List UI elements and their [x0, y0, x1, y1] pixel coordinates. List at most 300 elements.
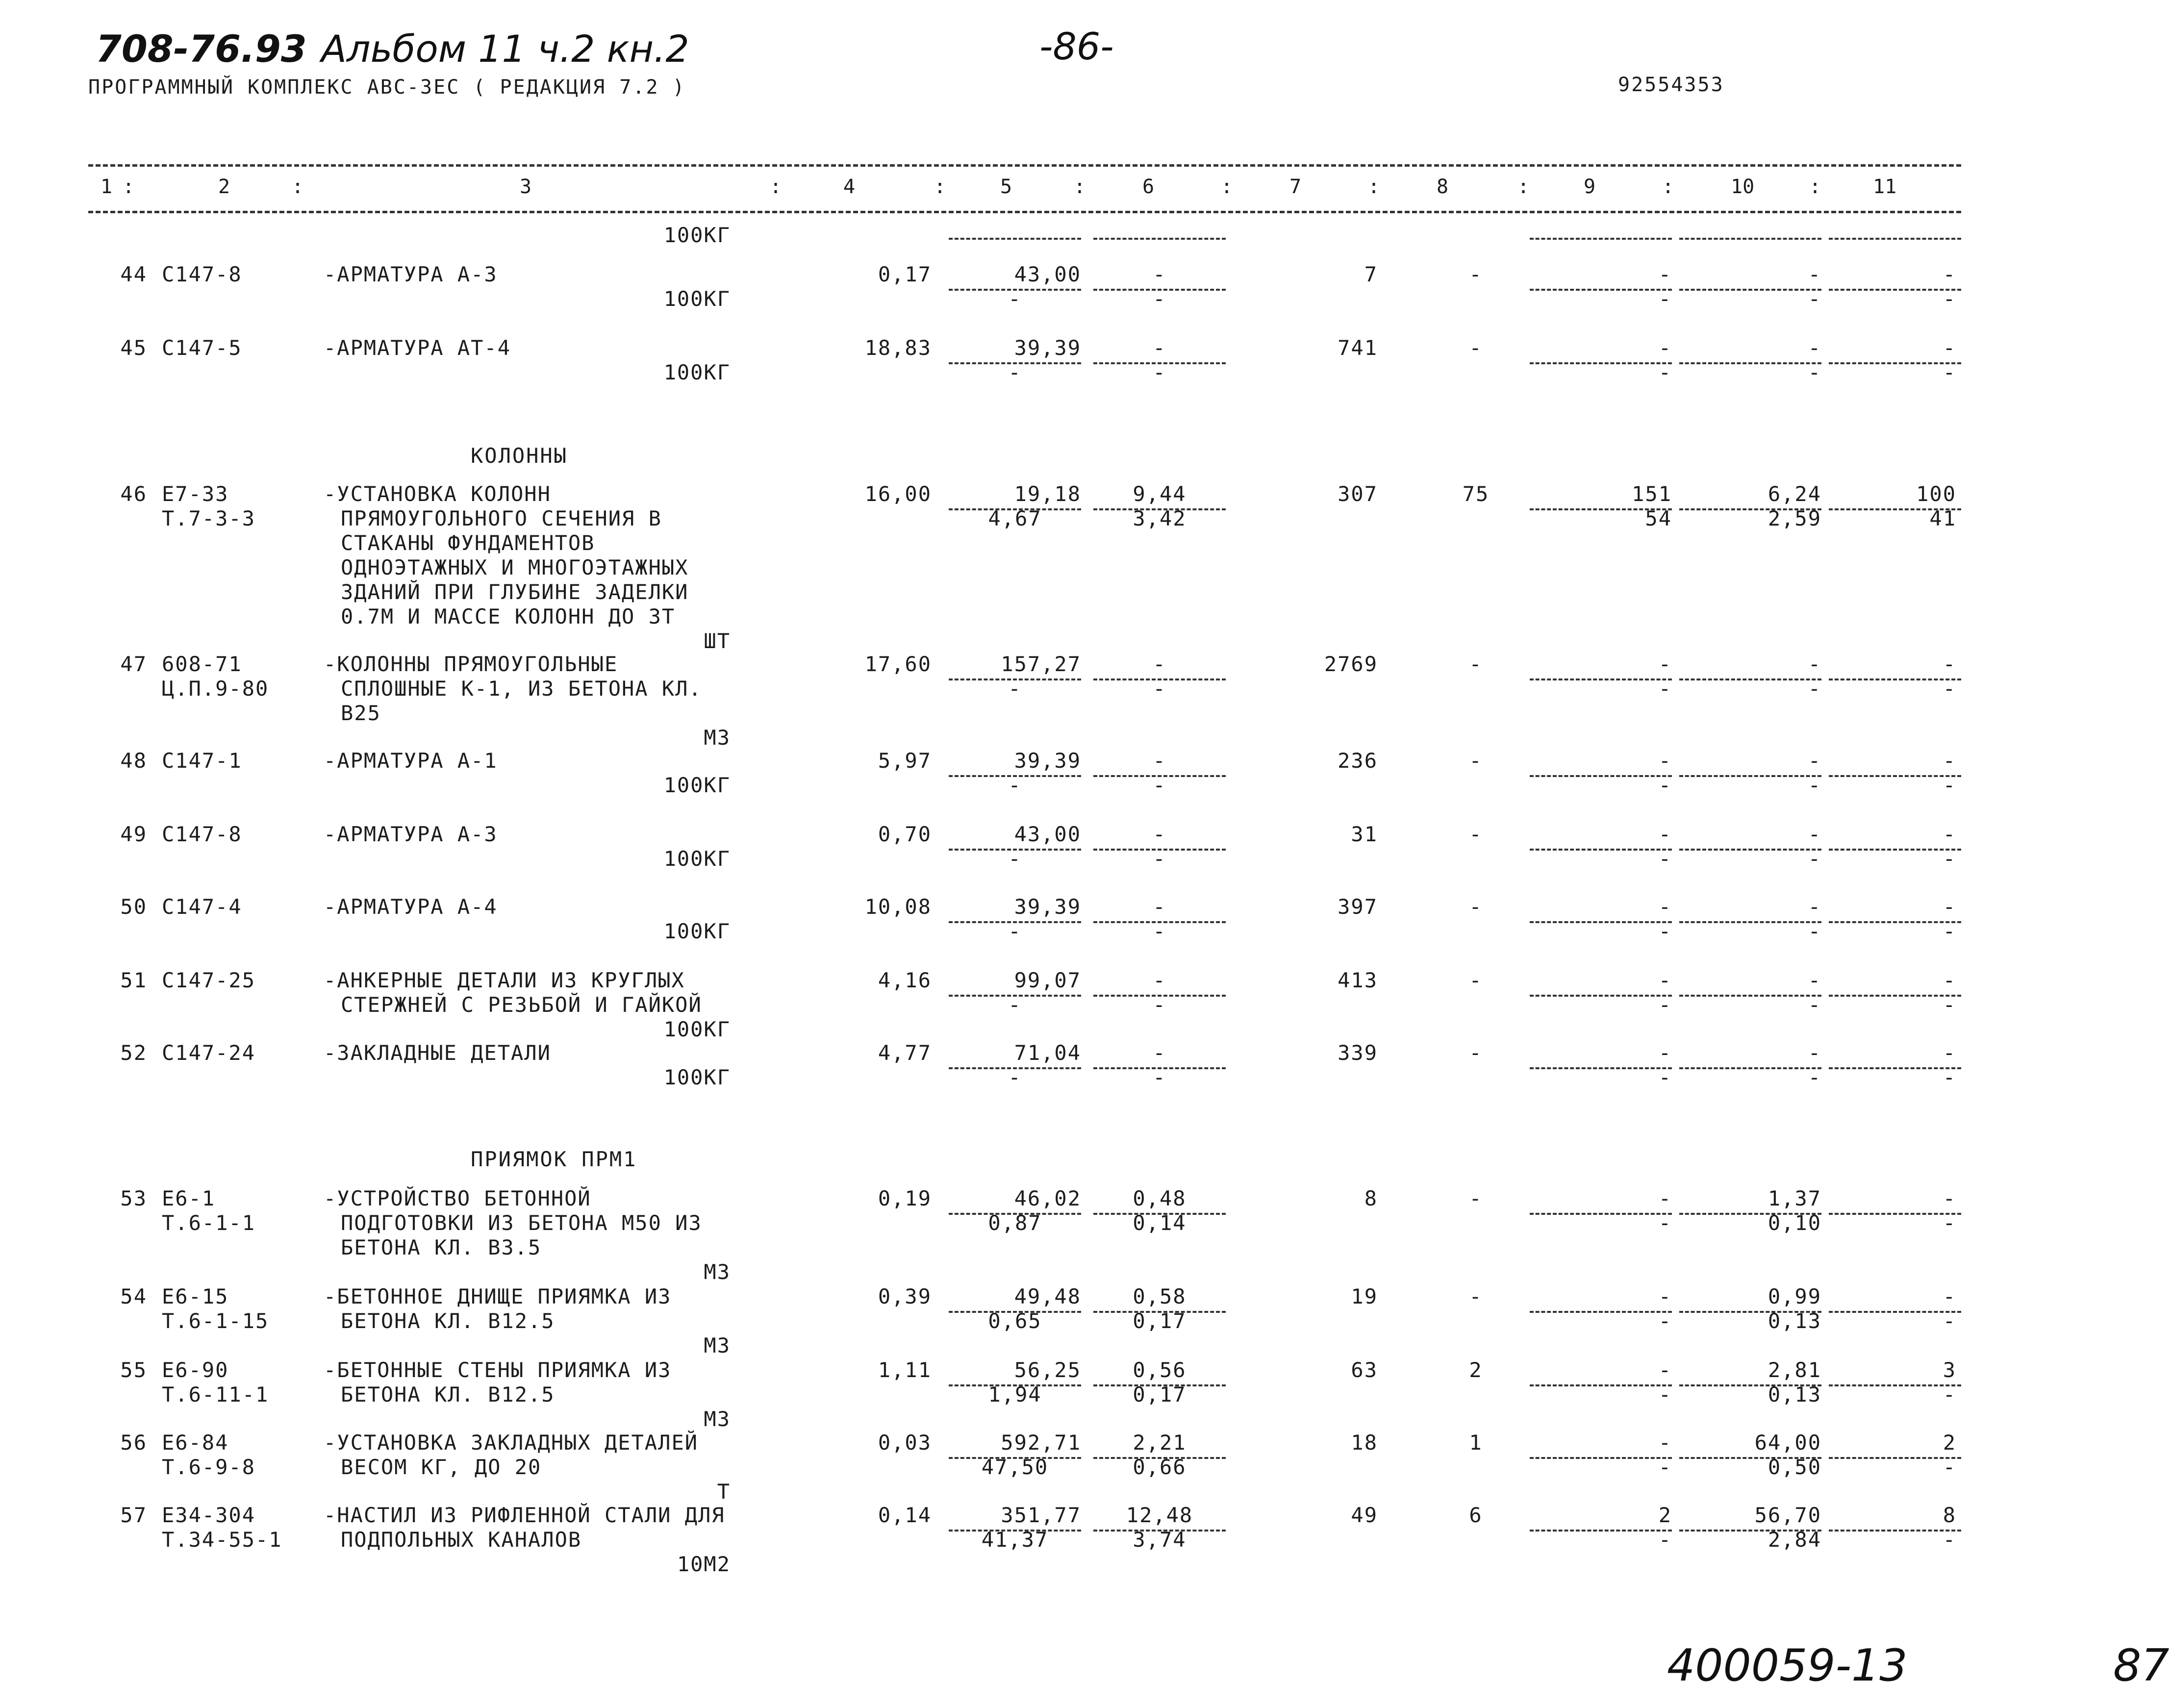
section-title: ПРИЯМОК ПРМ1: [471, 1147, 637, 1171]
row-description: ПОДПОЛЬНЫХ КАНАЛОВ: [341, 1528, 582, 1552]
row-description: ПОДГОТОВКИ ИЗ БЕТОНА М50 ИЗ: [341, 1211, 702, 1235]
row-number: 49: [120, 822, 147, 846]
value-divider: [1530, 1530, 1672, 1532]
cell-col9-lower: -: [1658, 1211, 1672, 1235]
value-divider: [949, 289, 1081, 291]
cell-qty: 1,11: [878, 1358, 932, 1382]
cell-col10-lower: 2,84: [1768, 1528, 1821, 1552]
row-number: 50: [120, 895, 147, 919]
cell-col11: 8: [1943, 1503, 1956, 1527]
value-divider: [1093, 508, 1226, 510]
row-description: -АРМАТУРА АТ-4: [324, 336, 511, 360]
cell-price-lower: 0,87: [988, 1211, 1042, 1235]
row-code: С147-5: [162, 336, 242, 360]
value-divider: [1530, 995, 1672, 997]
column-header-4: 4: [843, 176, 856, 198]
cell-col9: -: [1658, 336, 1672, 360]
cell-col11-lower: -: [1943, 1309, 1956, 1333]
cell-price: 39,39: [1014, 749, 1081, 773]
cell-col10: 56,70: [1754, 1503, 1821, 1527]
cell-col9: -: [1658, 1358, 1672, 1382]
cell-col11: -: [1943, 262, 1956, 286]
cell-col11-lower: -: [1943, 360, 1956, 384]
row-unit: 100КГ: [663, 1017, 731, 1041]
column-separator: :: [1221, 176, 1233, 198]
row-code-ref: Т.6-1-1: [162, 1211, 256, 1235]
row-number: 53: [120, 1186, 147, 1210]
value-divider: [1530, 1457, 1672, 1459]
cell-col8: 2: [1469, 1358, 1483, 1382]
row-code-ref: Т.6-11-1: [162, 1382, 269, 1407]
cell-col6: 0,48: [1133, 1186, 1187, 1210]
cell-col9: -: [1658, 1186, 1672, 1210]
cell-col9-lower: -: [1658, 287, 1672, 311]
row-code: С147-25: [162, 968, 256, 992]
cell-col7: 741: [1338, 336, 1378, 360]
value-divider: [949, 995, 1081, 997]
cell-col11-lower: -: [1943, 1382, 1956, 1407]
cell-qty: 4,77: [878, 1041, 932, 1065]
column-header-10: 10: [1731, 176, 1755, 198]
value-divider: [1679, 1530, 1821, 1532]
cell-col10: -: [1808, 262, 1821, 286]
cell-col8: -: [1469, 1041, 1483, 1065]
value-divider: [949, 849, 1081, 851]
cell-price: 71,04: [1014, 1041, 1081, 1065]
cell-col10-lower: -: [1808, 993, 1821, 1017]
cell-col6-lower: -: [1153, 993, 1166, 1017]
cell-price-lower: -: [1008, 847, 1022, 871]
row-unit: 100КГ: [663, 287, 731, 311]
cell-price-lower: -: [1008, 677, 1022, 701]
cell-price-lower: -: [1008, 773, 1022, 797]
row-unit: 10М2: [677, 1552, 731, 1576]
value-divider: [1530, 678, 1672, 680]
value-divider: [1530, 1311, 1672, 1313]
row-unit: М3: [704, 726, 731, 750]
value-divider: [1829, 1213, 1961, 1215]
cell-col6: 2,21: [1133, 1431, 1187, 1455]
value-divider: [949, 1311, 1081, 1313]
cell-qty: 0,03: [878, 1431, 932, 1455]
row-number: 55: [120, 1358, 147, 1382]
value-divider: [1829, 1384, 1961, 1386]
column-separator: :: [934, 176, 946, 198]
cell-col6: -: [1153, 749, 1166, 773]
cell-col10-lower: -: [1808, 1065, 1821, 1089]
column-separator: :: [292, 176, 304, 198]
cell-col10: -: [1808, 895, 1821, 919]
cell-col7: 18: [1351, 1431, 1378, 1455]
column-header-3: 3: [520, 176, 532, 198]
cell-price-lower: 4,67: [988, 506, 1042, 530]
row-unit: М3: [704, 1407, 731, 1431]
row-description: 0.7М И МАССЕ КОЛОНН ДО 3Т: [341, 604, 676, 628]
cell-col10-lower: -: [1808, 919, 1821, 943]
cell-col10-lower: 0,10: [1768, 1211, 1821, 1235]
cell-col10-lower: 2,59: [1768, 506, 1821, 530]
cell-col11: -: [1943, 822, 1956, 846]
cell-col9: 2: [1658, 1503, 1672, 1527]
row-code: Е6-1: [162, 1186, 216, 1210]
cell-col9-lower: -: [1658, 773, 1672, 797]
row-description: -НАСТИЛ ИЗ РИФЛЕННОЙ СТАЛИ ДЛЯ: [324, 1503, 725, 1527]
cell-col9: -: [1658, 822, 1672, 846]
cell-col9: -: [1658, 262, 1672, 286]
row-code: С147-4: [162, 895, 242, 919]
cell-col7: 63: [1351, 1358, 1378, 1382]
cell-col9: -: [1658, 895, 1672, 919]
value-divider: [1829, 508, 1961, 510]
cell-col9-lower: -: [1658, 360, 1672, 384]
cell-col10-lower: -: [1808, 360, 1821, 384]
header-rule-top: [88, 164, 1961, 167]
row-code: С147-8: [162, 262, 242, 286]
cell-qty: 18,83: [864, 336, 932, 360]
cell-col7: 236: [1338, 749, 1378, 773]
value-divider: [1093, 678, 1226, 680]
cell-col6: 0,56: [1133, 1358, 1187, 1382]
document-id: 92554353: [1618, 74, 1724, 96]
value-divider: [1679, 849, 1821, 851]
top-dash: [1093, 238, 1226, 240]
value-divider: [1093, 775, 1226, 777]
page-number: -86-: [1039, 25, 1114, 68]
cell-col10-lower: -: [1808, 287, 1821, 311]
cell-col8: -: [1469, 822, 1483, 846]
row-code-ref: Ц.П.9-80: [162, 677, 269, 701]
footer-stamp: 400059-13: [1667, 1640, 1908, 1691]
row-number: 45: [120, 336, 147, 360]
cell-col6: -: [1153, 652, 1166, 676]
cell-price-lower: -: [1008, 287, 1022, 311]
cell-col11-lower: -: [1943, 1211, 1956, 1235]
cell-col10: 1,37: [1768, 1186, 1821, 1210]
column-header-8: 8: [1437, 176, 1449, 198]
cell-col8: 1: [1469, 1431, 1483, 1455]
value-divider: [1093, 1213, 1226, 1215]
cell-col10: -: [1808, 968, 1821, 992]
cell-col6-lower: -: [1153, 773, 1166, 797]
row-description: -ЗАКЛАДНЫЕ ДЕТАЛИ: [324, 1041, 551, 1065]
cell-col9: -: [1658, 1431, 1672, 1455]
cell-col11-lower: -: [1943, 993, 1956, 1017]
column-separator: :: [123, 176, 135, 198]
cell-col9-lower: 54: [1645, 506, 1672, 530]
cell-price: 39,39: [1014, 336, 1081, 360]
row-code: С147-24: [162, 1041, 256, 1065]
row-unit: 100КГ: [663, 360, 731, 384]
value-divider: [1829, 289, 1961, 291]
row-unit: 100КГ: [663, 847, 731, 871]
cell-col7: 307: [1338, 482, 1378, 506]
cell-col10: -: [1808, 652, 1821, 676]
cell-col10: 2,81: [1768, 1358, 1821, 1382]
row-number: 46: [120, 482, 147, 506]
row-description: ЗДАНИЙ ПРИ ГЛУБИНЕ ЗАДЕЛКИ: [341, 580, 689, 604]
cell-col6: -: [1153, 336, 1166, 360]
cell-col6-lower: -: [1153, 677, 1166, 701]
row-description: СПЛОШНЫЕ К-1, ИЗ БЕТОНА КЛ.: [341, 677, 702, 701]
cell-col7: 49: [1351, 1503, 1378, 1527]
value-divider: [1093, 1067, 1226, 1069]
value-divider: [1093, 1384, 1226, 1386]
value-divider: [1679, 508, 1821, 510]
row-description: -АРМАТУРА А-4: [324, 895, 498, 919]
cell-col7: 397: [1338, 895, 1378, 919]
value-divider: [1829, 849, 1961, 851]
program-line: ПРОГРАММНЫЙ КОМПЛЕКС АВС-3ЕС ( РЕДАКЦИЯ 7.2 ): [88, 76, 686, 99]
cell-col10: -: [1808, 336, 1821, 360]
cell-col6: -: [1153, 968, 1166, 992]
value-divider: [1679, 1457, 1821, 1459]
cell-qty: 0,39: [878, 1284, 932, 1308]
row-description: СТЕРЖНЕЙ С РЕЗЬБОЙ И ГАЙКОЙ: [341, 993, 702, 1017]
row-description: -АНКЕРНЫЕ ДЕТАЛИ ИЗ КРУГЛЫХ: [324, 968, 685, 992]
cell-col7: 8: [1364, 1186, 1378, 1210]
value-divider: [1093, 1311, 1226, 1313]
value-divider: [949, 678, 1081, 680]
cell-col11-lower: -: [1943, 677, 1956, 701]
value-divider: [1679, 1311, 1821, 1313]
cell-col6-lower: -: [1153, 919, 1166, 943]
cell-price-lower: -: [1008, 360, 1022, 384]
cell-col10: -: [1808, 822, 1821, 846]
cell-price: 351,77: [1001, 1503, 1081, 1527]
cell-col9-lower: -: [1658, 1382, 1672, 1407]
cell-col8: 75: [1462, 482, 1490, 506]
cell-col9-lower: -: [1658, 1528, 1672, 1552]
cell-price: 43,00: [1014, 262, 1081, 286]
column-header-6: 6: [1142, 176, 1155, 198]
row-number: 47: [120, 652, 147, 676]
value-divider: [1829, 1530, 1961, 1532]
cell-col9: -: [1658, 968, 1672, 992]
cell-col6: -: [1153, 822, 1166, 846]
cell-col8: -: [1469, 652, 1483, 676]
top-unit: 100КГ: [663, 223, 731, 247]
cell-qty: 5,97: [878, 749, 932, 773]
cell-col8: -: [1469, 968, 1483, 992]
cell-price: 19,18: [1014, 482, 1081, 506]
cell-col11: -: [1943, 652, 1956, 676]
cell-col11-lower: -: [1943, 1065, 1956, 1089]
column-header-11: 11: [1873, 176, 1897, 198]
cell-col9-lower: -: [1658, 993, 1672, 1017]
cell-price: 592,71: [1001, 1431, 1081, 1455]
cell-col10-lower: 0,13: [1768, 1309, 1821, 1333]
column-separator: :: [1662, 176, 1674, 198]
cell-price-lower: 47,50: [981, 1455, 1049, 1479]
row-code-ref: Т.7-3-3: [162, 506, 256, 530]
cell-col9: 151: [1632, 482, 1672, 506]
value-divider: [1530, 508, 1672, 510]
row-code: С147-8: [162, 822, 242, 846]
top-dash: [949, 238, 1081, 240]
cell-col9-lower: -: [1658, 847, 1672, 871]
cell-col11: -: [1943, 749, 1956, 773]
cell-col7: 7: [1364, 262, 1378, 286]
cell-price-lower: 1,94: [988, 1382, 1042, 1407]
cell-col8: -: [1469, 262, 1483, 286]
cell-col7: 19: [1351, 1284, 1378, 1308]
cell-col6-lower: 0,66: [1133, 1455, 1187, 1479]
cell-col9: -: [1658, 1041, 1672, 1065]
value-divider: [949, 921, 1081, 923]
cell-col11-lower: -: [1943, 847, 1956, 871]
cell-col6-lower: -: [1153, 287, 1166, 311]
row-number: 51: [120, 968, 147, 992]
cell-qty: 16,00: [864, 482, 932, 506]
column-separator: :: [1809, 176, 1821, 198]
cell-col10-lower: -: [1808, 847, 1821, 871]
cell-price-lower: -: [1008, 993, 1022, 1017]
cell-price: 49,48: [1014, 1284, 1081, 1308]
row-unit: 100КГ: [663, 1065, 731, 1089]
row-unit: Т: [717, 1480, 731, 1504]
cell-col10: 0,99: [1768, 1284, 1821, 1308]
cell-col6: -: [1153, 1041, 1166, 1065]
value-divider: [1093, 289, 1226, 291]
value-divider: [1829, 995, 1961, 997]
value-divider: [949, 1067, 1081, 1069]
value-divider: [1530, 921, 1672, 923]
cell-col6: -: [1153, 895, 1166, 919]
cell-price-lower: 0,65: [988, 1309, 1042, 1333]
row-unit: ШТ: [704, 629, 731, 653]
value-divider: [949, 775, 1081, 777]
row-code-ref: Т.6-1-15: [162, 1309, 269, 1333]
column-header-7: 7: [1289, 176, 1302, 198]
cell-price: 157,27: [1001, 652, 1081, 676]
row-code: Е34-304: [162, 1503, 256, 1527]
column-header-5: 5: [1000, 176, 1012, 198]
row-unit: 100КГ: [663, 919, 731, 943]
row-description: ОДНОЭТАЖНЫХ И МНОГОЭТАЖНЫХ: [341, 555, 689, 579]
cell-col11-lower: 41: [1929, 506, 1956, 530]
cell-col6-lower: -: [1153, 1065, 1166, 1089]
row-description: БЕТОНА КЛ. В12.5: [341, 1382, 555, 1407]
cell-col9-lower: -: [1658, 919, 1672, 943]
value-divider: [949, 1213, 1081, 1215]
row-description: В25: [341, 701, 381, 725]
cell-col10: -: [1808, 749, 1821, 773]
value-divider: [1679, 1384, 1821, 1386]
column-header-1: 1: [101, 176, 113, 198]
cell-col10-lower: -: [1808, 773, 1821, 797]
cell-col11: -: [1943, 895, 1956, 919]
column-separator: :: [1368, 176, 1380, 198]
row-number: 52: [120, 1041, 147, 1065]
top-dash: [1679, 238, 1821, 240]
footer-sheet-number: 87: [2113, 1640, 2170, 1691]
column-header-9: 9: [1584, 176, 1596, 198]
cell-col11: 100: [1916, 482, 1956, 506]
cell-price: 56,25: [1014, 1358, 1081, 1382]
row-number: 56: [120, 1431, 147, 1455]
cell-price: 43,00: [1014, 822, 1081, 846]
row-number: 48: [120, 749, 147, 773]
header-rule-bottom: [88, 211, 1961, 213]
value-divider: [1679, 1213, 1821, 1215]
row-description: БЕТОНА КЛ. В12.5: [341, 1309, 555, 1333]
row-code: Е7-33: [162, 482, 229, 506]
value-divider: [1530, 1067, 1672, 1069]
column-separator: :: [1517, 176, 1530, 198]
value-divider: [1829, 921, 1961, 923]
row-description: -АРМАТУРА А-3: [324, 822, 498, 846]
row-code-ref: Т.6-9-8: [162, 1455, 256, 1479]
value-divider: [1093, 362, 1226, 364]
cell-col11: -: [1943, 336, 1956, 360]
cell-col11: 2: [1943, 1431, 1956, 1455]
cell-qty: 0,17: [878, 262, 932, 286]
value-divider: [1530, 849, 1672, 851]
cell-col6-lower: 0,17: [1133, 1382, 1187, 1407]
cell-col7: 2769: [1324, 652, 1378, 676]
row-description: -УСТАНОВКА ЗАКЛАДНЫХ ДЕТАЛЕЙ: [324, 1431, 699, 1455]
row-description: -УСТРОЙСТВО БЕТОННОЙ: [324, 1186, 591, 1210]
row-description: -БЕТОННОЕ ДНИЩЕ ПРИЯМКА ИЗ: [324, 1284, 672, 1308]
row-code-ref: Т.34-55-1: [162, 1528, 282, 1552]
cell-col11-lower: -: [1943, 773, 1956, 797]
value-divider: [1829, 678, 1961, 680]
top-dash: [1829, 238, 1961, 240]
top-dash: [1530, 238, 1672, 240]
row-code: 608-71: [162, 652, 242, 676]
value-divider: [949, 1530, 1081, 1532]
row-unit: М3: [704, 1260, 731, 1284]
value-divider: [949, 508, 1081, 510]
value-divider: [949, 1384, 1081, 1386]
row-code: Е6-84: [162, 1431, 229, 1455]
value-divider: [1829, 1457, 1961, 1459]
row-number: 44: [120, 262, 147, 286]
cell-col8: 6: [1469, 1503, 1483, 1527]
cell-col6: 12,48: [1126, 1503, 1193, 1527]
cell-col11: 3: [1943, 1358, 1956, 1382]
cell-col9: -: [1658, 652, 1672, 676]
row-code: Е6-15: [162, 1284, 229, 1308]
cell-col9-lower: -: [1658, 1309, 1672, 1333]
row-description: -УСТАНОВКА КОЛОНН: [324, 482, 551, 506]
value-divider: [1829, 362, 1961, 364]
cell-col6-lower: 3,42: [1133, 506, 1187, 530]
value-divider: [1829, 1311, 1961, 1313]
row-description: -АРМАТУРА А-1: [324, 749, 498, 773]
cell-price: 99,07: [1014, 968, 1081, 992]
cell-qty: 4,16: [878, 968, 932, 992]
row-description: -АРМАТУРА А-3: [324, 262, 498, 286]
value-divider: [1530, 289, 1672, 291]
row-description: -КОЛОННЫ ПРЯМОУГОЛЬНЫЕ: [324, 652, 618, 676]
cell-col11-lower: -: [1943, 919, 1956, 943]
cell-col7: 31: [1351, 822, 1378, 846]
cell-col11-lower: -: [1943, 1455, 1956, 1479]
cell-col7: 339: [1338, 1041, 1378, 1065]
cell-price: 39,39: [1014, 895, 1081, 919]
cell-col8: -: [1469, 336, 1483, 360]
doc-code: 708-76.93: [96, 27, 307, 71]
value-divider: [1679, 362, 1821, 364]
row-description: СТАКАНЫ ФУНДАМЕНТОВ: [341, 531, 595, 555]
column-header-2: 2: [218, 176, 230, 198]
value-divider: [1530, 1384, 1672, 1386]
cell-col10-lower: 0,50: [1768, 1455, 1821, 1479]
row-number: 57: [120, 1503, 147, 1527]
cell-col8: -: [1469, 1284, 1483, 1308]
value-divider: [1679, 775, 1821, 777]
